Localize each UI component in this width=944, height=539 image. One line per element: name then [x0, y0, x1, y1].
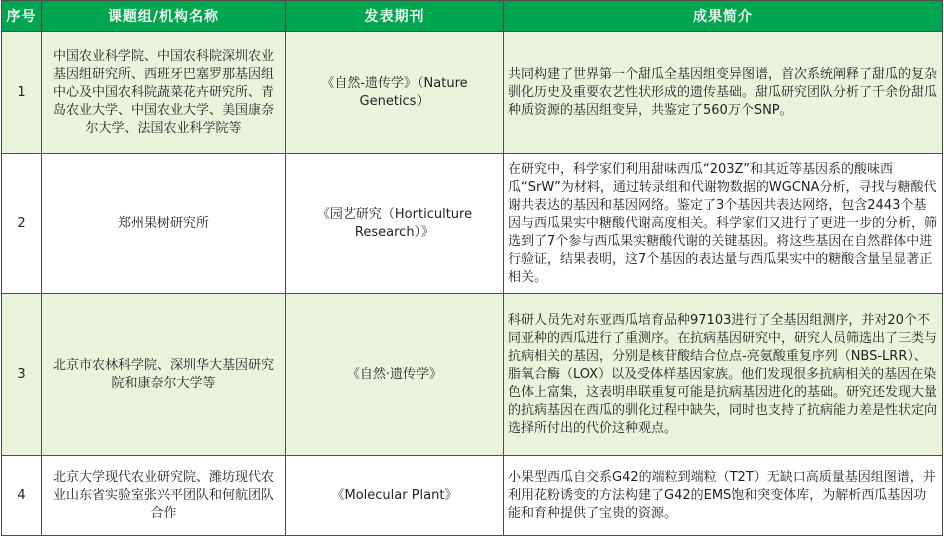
row-journal: 《园艺研究（Horticulture Research）》	[286, 154, 504, 294]
row-seq: 2	[2, 154, 42, 294]
row-journal: 《自然·遗传学》	[286, 294, 504, 456]
header-journal: 发表期刊	[286, 1, 504, 32]
row-seq: 1	[2, 32, 42, 154]
header-summary: 成果简介	[504, 1, 943, 32]
row-seq: 4	[2, 456, 42, 536]
row-institution: 北京市农林科学院、深圳华大基因研究院和康奈尔大学等	[42, 294, 286, 456]
row-institution: 中国农业科学院、中国农科院深圳农业基因组研究所、西班牙巴塞罗那基因组中心及中国农科院蔬菜花卉研究所、青岛农业大学、中国农业大学、美国康奈尔大学、法国农业科学院等	[42, 32, 286, 154]
row-seq: 3	[2, 294, 42, 456]
row-institution: 郑州果树研究所	[42, 154, 286, 294]
row-institution: 北京大学现代农业研究院、潍坊现代农业山东省实验室张兴平团队和何航团队合作	[42, 456, 286, 536]
row-summary: 小果型西瓜自交系G42的端粒到端粒（T2T）无缺口高质量基因组图谱，并利用花粉诱变的方法构建了G42的EMS饱和突变体库，为解析西瓜基因功能和育种提供了宝贵的资源。	[504, 456, 943, 536]
table-row	[2, 154, 943, 294]
row-summary: 共同构建了世界第一个甜瓜全基因组变异图谱，首次系统阐释了甜瓜的复杂驯化历史及重要农艺性状形成的遗传基础。甜瓜研究团队分析了千余份甜瓜种质资源的基因组变异，共鉴定了560万个SNP。	[504, 32, 943, 154]
table-header-row	[2, 1, 943, 32]
table-row	[2, 456, 943, 536]
row-journal: 《自然-遗传学》（Nature Genetics）	[286, 32, 504, 154]
row-summary: 科研人员先对东亚西瓜培育品种97103进行了全基因组测序，并对20个不同亚种的西瓜进行了重测序。在抗病基因研究中，研究人员筛选出了三类与抗病相关的基因，分别是核苷酸结合位点-亮氨酸重复序列（NBS-LRR）、脂氧合酶（LOX）以及受体样基因家族。他们发现很多抗病相关的基因在染色体上富集，这表明串联重复可能是抗病基因进化的基础。研究还发现大量的抗病基因在西瓜的驯化过程中缺失，同时也支持了抗病能力差是性状定向选择所付出的代价这种观点。	[504, 294, 943, 456]
header-seq: 序号	[2, 1, 42, 32]
row-journal: 《Molecular Plant》	[286, 456, 504, 536]
results-table	[1, 0, 943, 536]
row-summary: 在研究中，科学家们利用甜味西瓜“203Z”和其近等基因系的酸味西瓜“SrW”为材料，通过转录组和代谢物数据的WGCNA分析，寻找与糖酸代谢共表达的基因和基因网络。鉴定了3个基因共表达网络，包含2443个基因与西瓜果实中糖酸代谢高度相关。科学家们又进行了更进一步的分析，筛选到了7个参与西瓜果实糖酸代谢的关键基因。将这些基因在自然群体中进行验证，结果表明，这7个基因的表达量与西瓜果实中的糖酸含量呈显著正相关。	[504, 154, 943, 294]
table-row	[2, 294, 943, 456]
header-institution: 课题组/机构名称	[42, 1, 286, 32]
table-row	[2, 32, 943, 154]
